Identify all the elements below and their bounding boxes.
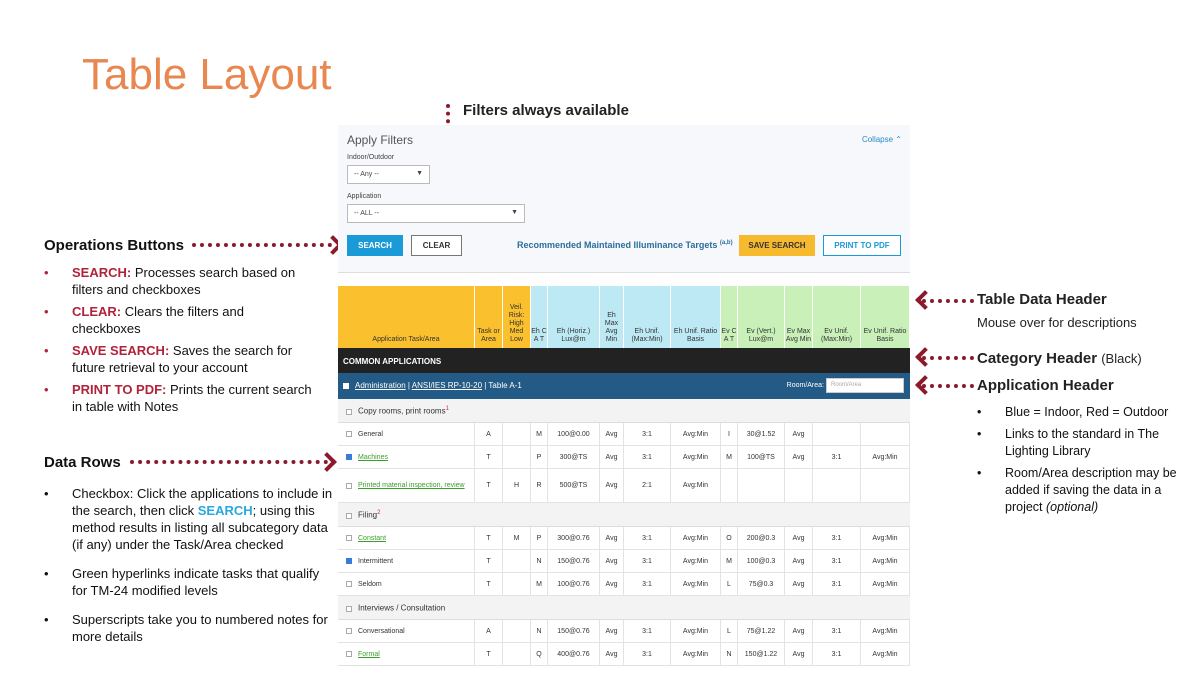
app-bullet: • Room/Area description may be added if saving the data in a project (optional) [977,465,1182,516]
table-cell: 75@1.22 [738,620,785,642]
subcategory-checkbox[interactable] [346,409,352,415]
subcategory-row: Filing$^2$ [338,503,910,527]
table-cell: I [721,423,738,445]
table-cell: 3:1 [624,423,671,445]
header-cell[interactable]: Ev Unif. (Max:Min) [813,286,861,348]
table-cell: H [503,469,531,502]
table-cell: 2:1 [624,469,671,502]
data-rows-bullet: • Checkbox: Click the applications to include in the search, then click SEARCH; using this method results in listing all subcategory data (if any) under the Task/Area checked [44,485,334,553]
table-header-arrow [922,299,974,303]
table-cell: N [721,643,738,665]
table-cell: 400@0.76 [548,643,600,665]
row-checkbox[interactable] [346,535,352,541]
table-cell: Q [531,643,548,665]
task-cell [338,643,475,665]
header-cell[interactable]: Task or Area [475,286,503,348]
table-cell: 3:1 [813,620,861,642]
table-cell [503,620,531,642]
table-cell: Avg [600,469,624,502]
table-row [338,620,910,643]
table-cell: 150@0.76 [548,620,600,642]
table-cell: Avg:Min [671,643,721,665]
filter-panel [338,125,910,273]
operations-item: • CLEAR: Clears the filters and checkboxes [44,303,314,337]
table-row [338,573,910,596]
application-header: Administration | ANSI/IES RP-10-20 | Table A-1 Room/Area: Room/Area [338,373,910,399]
table-cell: 100@TS [738,446,785,468]
table-cell: 3:1 [813,527,861,549]
table-cell: Avg:Min [861,446,910,468]
table-cell: Avg:Min [671,423,721,445]
room-area-label: Room/Area: [786,382,824,389]
table-cell: Avg [600,527,624,549]
indoor-outdoor-label: Indoor/Outdoor [347,154,395,161]
operations-item: • PRINT TO PDF: Prints the current search in table with Notes [44,381,314,415]
table-row [338,446,910,469]
task-cell [338,469,475,502]
header-cell[interactable]: Veil. Risk: High Med Low [503,286,531,348]
table-cell: Avg:Min [671,469,721,502]
task-cell [338,550,475,572]
table-cell: 3:1 [624,550,671,572]
table-cell: 3:1 [813,550,861,572]
table-cell: Avg [600,446,624,468]
table-cell: A [475,620,503,642]
header-cell[interactable]: Ev Max Avg Min [785,286,813,348]
table-cell: Avg [785,550,813,572]
table-data-header [338,286,910,348]
subcategory-checkbox[interactable] [346,606,352,612]
room-area-input[interactable]: Room/Area [826,378,904,393]
print-to-pdf-button[interactable]: PRINT TO PDF [823,235,901,256]
chevron-down-icon: ▼ [511,209,518,216]
row-checkbox[interactable] [346,454,352,460]
table-cell: T [475,550,503,572]
filters-callout-title: Filters always available [463,102,629,119]
header-cell[interactable]: Eh Unif. Ratio Basis [671,286,721,348]
table-cell: Avg [600,550,624,572]
table-cell: Avg [785,620,813,642]
operations-item: • SEARCH: Processes search based on filters and checkboxes [44,264,314,298]
task-cell [338,446,475,468]
table-cell: M [531,573,548,595]
table-row [338,423,910,446]
operations-item: • SAVE SEARCH: Saves the search for future retrieval to your account [44,342,314,376]
table-cell [503,550,531,572]
application-label: Application [347,193,382,200]
table-cell: 100@0.3 [738,550,785,572]
data-rows-arrowhead [317,452,337,472]
header-cell[interactable]: Eh C A T [531,286,548,348]
table-cell: M [503,527,531,549]
table-cell: Avg:Min [861,620,910,642]
table-cell: 3:1 [813,446,861,468]
category-header-arrow [922,356,974,360]
table-cell: Avg:Min [671,527,721,549]
task-link[interactable]: Formal [358,650,380,658]
task-cell [338,620,475,642]
table-header-desc: Mouse over for descriptions [977,315,1137,330]
app-bullet: • Links to the standard in The Lighting Library [977,426,1182,460]
task-link[interactable]: Constant [358,534,387,542]
category-header: COMMON APPLICATIONS [338,348,910,373]
table-cell [503,423,531,445]
table-cell: Avg [600,423,624,445]
table-cell: 30@1.52 [738,423,785,445]
table-cell: T [475,643,503,665]
task-cell [338,423,475,445]
collapse-link[interactable]: Collapse ⌃ [861,135,902,144]
header-cell[interactable]: Eh Unif. (Max:Min) [624,286,671,348]
table-cell: 150@1.22 [738,643,785,665]
header-cell[interactable]: Application Task/Area [338,286,475,348]
table-cell: Avg:Min [861,643,910,665]
data-rows-list [44,485,334,650]
table-cell: 100@0.76 [548,573,600,595]
row-checkbox[interactable] [346,558,352,564]
task-label: Seldom [358,580,382,588]
table-cell [738,469,785,502]
application-header-annotation: Application Header [977,377,1114,394]
table-cell: Avg [785,446,813,468]
table-cell: 75@0.3 [738,573,785,595]
application-select[interactable]: -- ALL -- ▼ [347,204,525,223]
table-cell [785,469,813,502]
table-cell: 3:1 [813,573,861,595]
table-cell: 300@TS [548,446,600,468]
table-cell: L [721,573,738,595]
table-cell: Avg [600,643,624,665]
table-cell [813,469,861,502]
table-cell: N [531,550,548,572]
table-cell: R [531,469,548,502]
table-body [338,399,910,666]
table-cell: M [721,446,738,468]
table-row [338,527,910,550]
table-cell: 300@0.76 [548,527,600,549]
task-link[interactable]: Printed material inspection, review [358,482,465,489]
table-cell [861,469,910,502]
table-row [338,643,910,666]
table-cell [861,423,910,445]
subcategory-row: Copy rooms, print rooms$^1$ [338,399,910,423]
operations-title: Operations Buttons [44,237,185,254]
filter-panel-title: Apply Filters [347,133,414,147]
table-cell [503,643,531,665]
category-header-annotation: Category Header (Black) [977,350,1142,367]
operations-list [44,264,314,420]
task-label: Conversational [358,627,405,635]
task-label: Intermittent [358,557,394,565]
table-cell [813,423,861,445]
table-header-annotation: Table Data Header [977,291,1107,308]
table-cell: Avg:Min [671,550,721,572]
clear-button[interactable]: CLEAR [411,235,462,256]
task-cell [338,573,475,595]
app-bullet: • Blue = Indoor, Red = Outdoor [977,404,1182,421]
table-cell: Avg [785,527,813,549]
subcategory-checkbox[interactable] [346,513,352,519]
table-cell: Avg [785,643,813,665]
task-label: General [358,430,383,438]
table-cell: Avg:Min [671,446,721,468]
table-cell: T [475,469,503,502]
table-cell: 3:1 [624,573,671,595]
table-cell [503,573,531,595]
table-cell: P [531,446,548,468]
data-rows-title: Data Rows [44,454,121,471]
data-rows-bullet: • Superscripts take you to numbered notes for more details [44,611,334,645]
administration-link[interactable]: Administration [355,381,406,390]
table-cell: T [475,573,503,595]
table-cell: O [721,527,738,549]
table-cell: 3:1 [624,527,671,549]
rmit-heading: Recommended Maintained Illuminance Targets $^{(a,b)}$ [517,240,733,250]
table-cell: Avg:Min [671,620,721,642]
data-rows-arrow [130,460,328,464]
table-cell [721,469,738,502]
task-link[interactable]: Machines [358,453,388,461]
header-cell[interactable]: Eh (Horiz.) Lux@m [548,286,600,348]
table-row [338,469,910,503]
table-cell: Avg [785,423,813,445]
table-cell: 150@0.76 [548,550,600,572]
table-cell: L [721,620,738,642]
table-cell: Avg:Min [861,573,910,595]
table-cell: 200@0.3 [738,527,785,549]
standard-link[interactable]: ANSI/IES RP-10-20 [411,381,483,390]
table-cell: A [475,423,503,445]
table-row [338,550,910,573]
header-cell[interactable]: Ev C A T [721,286,738,348]
application-header-list [977,404,1182,521]
table-cell: T [475,527,503,549]
table-cell: 3:1 [624,643,671,665]
table-cell: 500@TS [548,469,600,502]
table-cell: Avg [785,573,813,595]
table-cell: 3:1 [813,643,861,665]
row-checkbox[interactable] [346,483,352,489]
table-cell: T [475,446,503,468]
table-cell [503,446,531,468]
table-cell: Avg:Min [861,550,910,572]
save-search-button[interactable]: SAVE SEARCH [739,235,815,256]
chevron-down-icon: ▼ [416,170,423,177]
table-cell: Avg [600,620,624,642]
slide-title: Table Layout [82,50,332,99]
header-cell[interactable]: Eh Max Avg Min [600,286,624,348]
table-cell: 3:1 [624,446,671,468]
indoor-outdoor-select[interactable]: -- Any -- ▼ [347,165,430,184]
operations-arrow [192,243,332,247]
application-checkbox[interactable] [343,383,349,389]
task-cell [338,527,475,549]
row-checkbox[interactable] [346,628,352,634]
table-cell: 3:1 [624,620,671,642]
row-checkbox[interactable] [346,581,352,587]
header-cell[interactable]: Ev Unif. Ratio Basis [861,286,910,348]
table-cell: M [721,550,738,572]
application-header-arrow [922,384,974,388]
table-cell: Avg:Min [671,573,721,595]
data-table [338,286,910,666]
row-checkbox[interactable] [346,431,352,437]
table-cell: N [531,620,548,642]
table-cell: M [531,423,548,445]
search-button[interactable]: SEARCH [347,235,403,256]
data-rows-bullet: • Green hyperlinks indicate tasks that qualify for TM-24 modified levels [44,565,334,599]
table-cell: Avg [600,573,624,595]
subcategory-row: Interviews / Consultation [338,596,910,620]
table-cell: 100@0.00 [548,423,600,445]
row-checkbox[interactable] [346,651,352,657]
table-cell: P [531,527,548,549]
header-cell[interactable]: Ev (Vert.) Lux@m [738,286,785,348]
table-cell: Avg:Min [861,527,910,549]
